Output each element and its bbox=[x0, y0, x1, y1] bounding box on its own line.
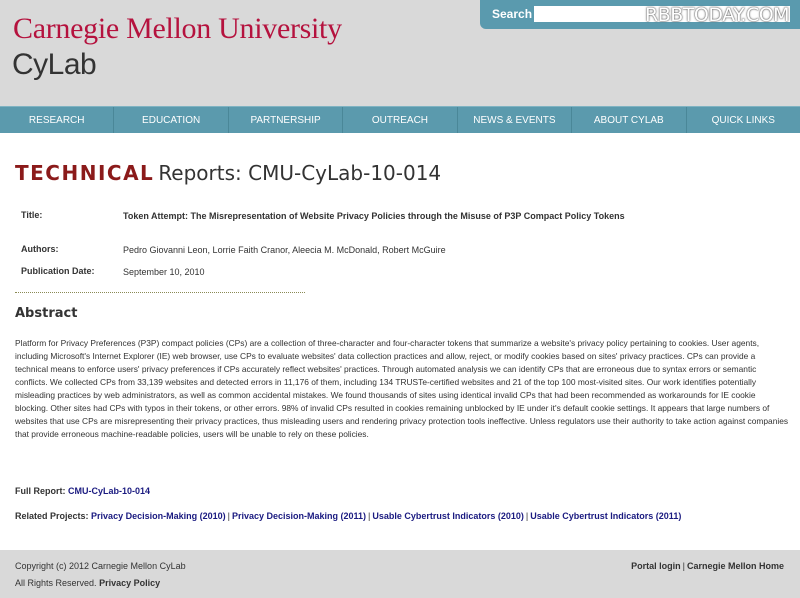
cylab-logo[interactable]: CyLab bbox=[12, 48, 97, 81]
privacy-policy-link[interactable]: Privacy Policy bbox=[99, 578, 161, 588]
separator: | bbox=[368, 511, 371, 521]
site-footer bbox=[0, 550, 800, 598]
divider bbox=[15, 292, 305, 293]
separator: | bbox=[525, 511, 529, 521]
cmu-home-link[interactable]: Carnegie Mellon Home bbox=[686, 561, 784, 571]
authors-value: Pedro Giovanni Leon, Lorrie Faith Cranor, Aleecia M. McDonald, Robert McGuire bbox=[123, 245, 446, 255]
full-report-link[interactable]: CMU-CyLab-10-014 bbox=[68, 486, 151, 496]
report-title: Token Attempt: The Misrepresentation of Website Privacy Policies through the Misuse of P3P Compact Policy Tokens bbox=[123, 211, 625, 221]
page-title-strong: TECHNICAL bbox=[15, 161, 155, 185]
copyright-text: Copyright (c) 2012 Carnegie Mellon CyLab bbox=[15, 561, 186, 571]
nav-about-cylab[interactable]: ABOUT CYLAB bbox=[572, 107, 686, 133]
nav-news-events[interactable]: NEWS & EVENTS bbox=[458, 107, 572, 133]
abstract-heading: Abstract bbox=[15, 306, 78, 321]
related-link-privacy-2011[interactable]: Privacy Decision-Making (2011) bbox=[231, 511, 367, 521]
date-value: September 10, 2010 bbox=[123, 267, 205, 277]
nav-partnership[interactable]: PARTNERSHIP bbox=[229, 107, 343, 133]
nav-quick-links[interactable]: QUICK LINKS bbox=[711, 114, 775, 126]
abstract-text: Platform for Privacy Preferences (P3P) compact policies (CPs) are a collection of three-character and four-character tokens that summarize a website's privacy policy pertaining to cookies. User agents, including Microsoft's Internet Explorer (IE) web browser, use CPs to evaluate websites' data collection practices and allow, reject, or modify cookies based on sites' privacy practices. CPs can provide a technical means to enforce users' privacy preferences if CPs accurately reflect websites' practices. Through automated analysis we can identify CPs that are erroneous due to syntax errors or semantic conflicts. We collected CPs from 33,139 websites and detected errors in 11,176 of them, including 134 TRUSTe-certified websites and 21 of the top 100 most-visited sites. Our work identifies potentially misleading practices by web administrators, as well as common accidental mistakes. We found thousands of sites using identical invalid CPs that had been recommended as workarounds for IE cookie blocking. Other sites had CPs with typos in their tokens, or other errors. 98% of invalid CPs resulted in cookies remaining unblocked by IE under it's default cookie settings. It appears that large numbers of websites that use CPs are misrepresenting their privacy practices, thus misleading users and rendering privacy protection tools ineffective. Unless regulators use their authority to take action against companies that provide erroneous machine-readable policies, users will be unable to rely on these policies. bbox=[15, 338, 789, 439]
search-label: Search bbox=[492, 7, 533, 21]
watermark: RBBTODAY.COM bbox=[645, 4, 790, 26]
title-label: Title: bbox=[21, 210, 43, 220]
authors-label: Authors: bbox=[21, 244, 59, 254]
rights-label: All Rights Reserved. bbox=[15, 578, 97, 588]
footer-links bbox=[631, 561, 784, 571]
page-title-rest: Reports: CMU-CyLab-10-014 bbox=[158, 161, 442, 185]
related-projects bbox=[15, 511, 681, 521]
full-report-label: Full Report: bbox=[15, 486, 66, 496]
portal-login-link[interactable]: Portal login bbox=[631, 561, 681, 571]
date-label: Publication Date: bbox=[21, 266, 95, 276]
full-report bbox=[15, 486, 150, 496]
separator: | bbox=[682, 561, 685, 571]
related-link-privacy-2010[interactable]: Privacy Decision-Making (2010) bbox=[91, 511, 226, 521]
rights-text bbox=[15, 578, 160, 588]
nav-research[interactable]: RESEARCH bbox=[0, 107, 114, 133]
page-title bbox=[15, 161, 441, 186]
separator: | bbox=[227, 511, 230, 521]
nav-outreach[interactable]: OUTREACH bbox=[343, 107, 457, 133]
related-link-cybertrust-2011[interactable]: Usable Cybertrust Indicators (2011) bbox=[530, 511, 682, 521]
site-header bbox=[0, 0, 800, 106]
cmu-logo[interactable]: Carnegie Mellon University bbox=[13, 12, 342, 45]
related-label: Related Projects: bbox=[15, 511, 89, 521]
main-nav bbox=[0, 106, 800, 133]
nav-education[interactable]: EDUCATION bbox=[114, 107, 228, 133]
related-link-cybertrust-2010[interactable]: Usable Cybertrust Indicators (2010) bbox=[372, 511, 524, 521]
